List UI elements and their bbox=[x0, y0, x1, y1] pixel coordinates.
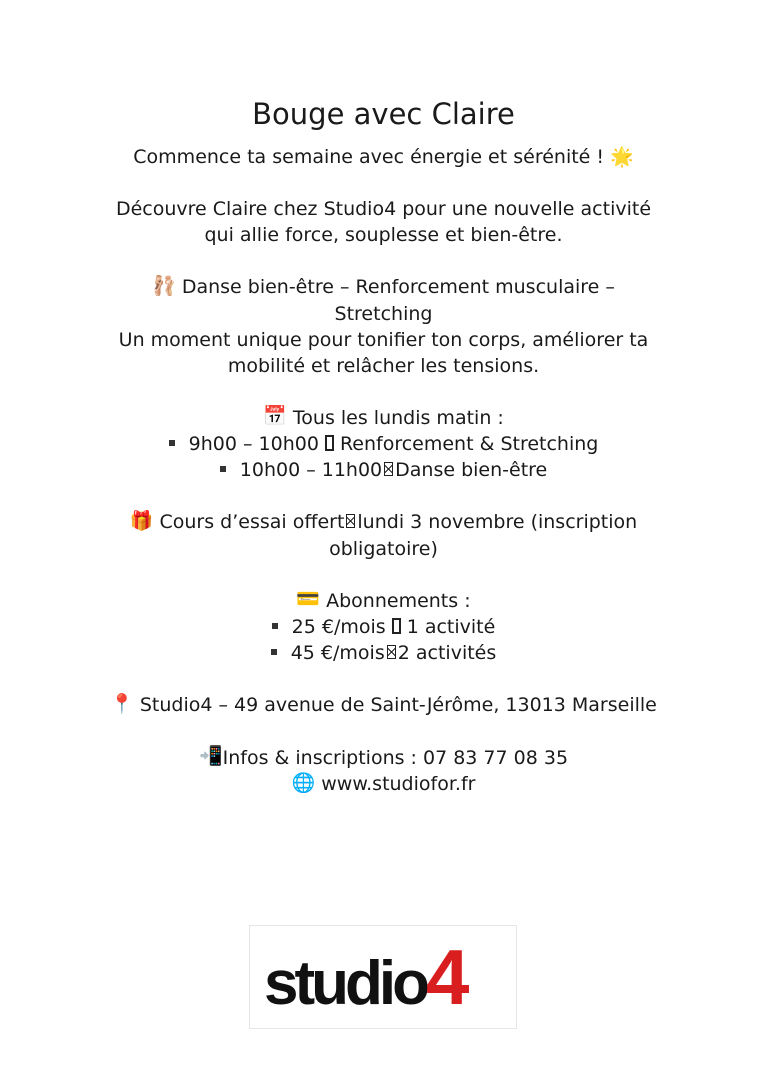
ballet-shoes-icon: 🩰 bbox=[152, 274, 176, 297]
description-line-2: qui allie force, souplesse et bien-être. bbox=[204, 224, 563, 246]
subscriptions-heading-text: Abonnements : bbox=[326, 589, 471, 612]
logo-number: 4 bbox=[425, 933, 470, 1021]
location-pin-icon: 📍 bbox=[110, 692, 134, 715]
logo-wordmark bbox=[264, 933, 470, 1021]
trial-text-before: Cours d’essai offert bbox=[159, 511, 345, 533]
studio4-logo bbox=[249, 925, 517, 1029]
activities-line-4: mobilité et relâcher les tensions. bbox=[227, 354, 540, 377]
description-line-1: Découvre Claire chez Studio4 pour une nouvelle activité bbox=[115, 198, 652, 220]
schedule-time: 9h00 – 10h00 bbox=[188, 433, 319, 455]
address-text: Studio4 – 49 avenue de Saint-Jérôme, 13013 Marseille bbox=[139, 694, 657, 716]
subscriptions-heading bbox=[60, 588, 707, 615]
schedule-label: Danse bien-être bbox=[395, 459, 548, 481]
spacer bbox=[60, 719, 707, 745]
trial-text-after: lundi 3 novembre (inscription bbox=[357, 511, 638, 533]
activities-line-3: Un moment unique pour tonifier ton corps, améliorer ta bbox=[118, 328, 649, 351]
spacer bbox=[60, 248, 707, 274]
missing-glyph-box-icon bbox=[392, 618, 401, 634]
subscriptions-list bbox=[60, 614, 707, 666]
bullet-square-icon bbox=[220, 466, 226, 472]
subscription-price: 25 €/mois bbox=[291, 616, 386, 638]
globe-icon: 🌐 bbox=[291, 771, 316, 794]
calendar-icon: 📅 bbox=[263, 405, 287, 427]
missing-glyph-cross-icon bbox=[346, 514, 355, 528]
address-line bbox=[60, 692, 707, 719]
activities-line-2: Stretching bbox=[334, 302, 433, 325]
schedule-time: 10h00 – 11h00 bbox=[239, 459, 383, 481]
activities-title: Danse bien-être – Renforcement musculaire – bbox=[181, 276, 615, 298]
gift-icon: 🎁 bbox=[129, 509, 154, 532]
spacer bbox=[60, 170, 707, 196]
activities-line-1 bbox=[60, 274, 707, 301]
missing-glyph-cross-icon bbox=[384, 462, 393, 476]
bullet-square-icon bbox=[169, 440, 175, 446]
contact-phone-line bbox=[60, 745, 707, 772]
list-item bbox=[60, 640, 707, 666]
subscription-label: 2 activités bbox=[397, 642, 497, 664]
spacer bbox=[60, 666, 707, 692]
mobile-phone-icon: 📲 bbox=[198, 745, 223, 767]
spacer bbox=[60, 562, 707, 588]
contact-phone-text: Infos & inscriptions : 07 83 77 08 35 bbox=[222, 746, 569, 769]
logo-main-text: studio bbox=[264, 949, 426, 1018]
logo-sub-text: for bbox=[479, 990, 488, 997]
page-title: Bouge avec Claire bbox=[252, 97, 515, 131]
schedule-heading bbox=[60, 405, 707, 432]
list-item bbox=[60, 614, 707, 640]
schedule-list bbox=[60, 431, 707, 483]
spacer bbox=[60, 379, 707, 405]
flyer-content bbox=[60, 92, 707, 798]
missing-glyph-box-icon bbox=[325, 435, 334, 451]
schedule-label: Renforcement & Stretching bbox=[339, 433, 599, 455]
trial-line-1 bbox=[60, 509, 707, 536]
bullet-square-icon bbox=[271, 649, 277, 655]
schedule-heading-text: Tous les lundis matin : bbox=[292, 406, 504, 429]
subscription-label: 1 activité bbox=[406, 616, 496, 638]
list-item bbox=[60, 431, 707, 457]
bullet-square-icon bbox=[272, 623, 278, 629]
website-link[interactable]: www.studiofor.fr bbox=[321, 773, 476, 795]
missing-glyph-cross-icon bbox=[387, 645, 396, 659]
credit-card-icon: 💳 bbox=[296, 588, 321, 610]
intro-text: Commence ta semaine avec énergie et sérénité ! 🌟 bbox=[133, 146, 634, 168]
contact-web-line bbox=[60, 771, 707, 798]
list-item bbox=[60, 457, 707, 483]
subscription-price: 45 €/mois bbox=[290, 642, 385, 664]
spacer bbox=[60, 483, 707, 509]
trial-line-2: obligatoire) bbox=[329, 537, 438, 560]
